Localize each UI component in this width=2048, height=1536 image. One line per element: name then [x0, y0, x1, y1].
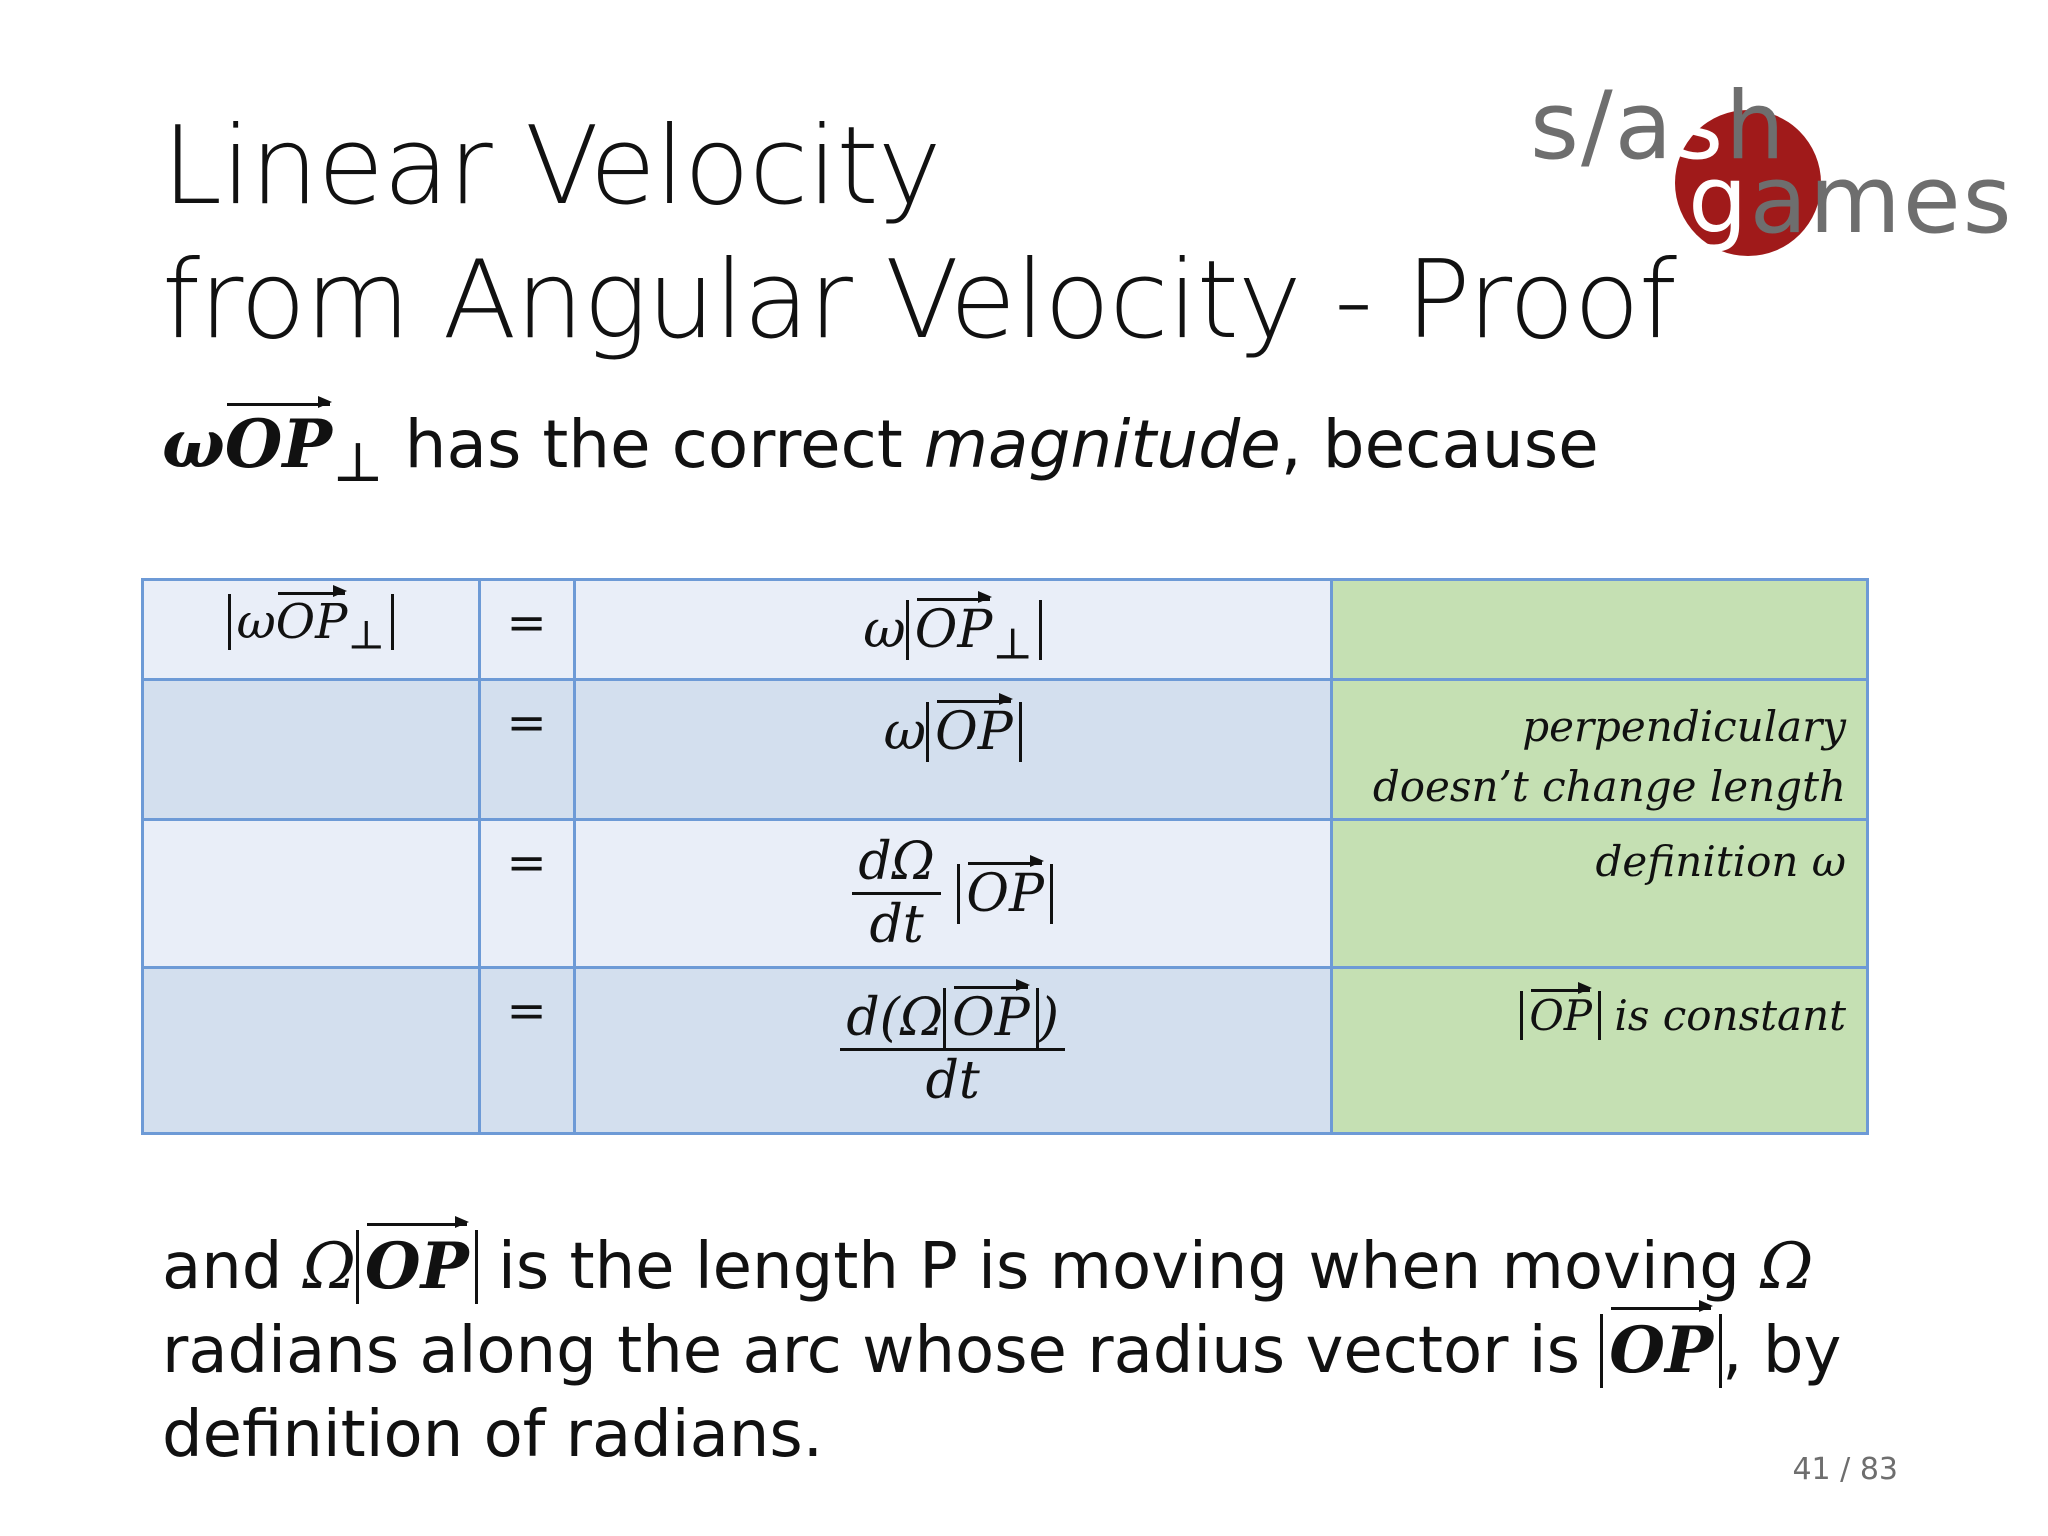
- note-cell: definition ω: [1331, 820, 1867, 968]
- subtitle: [162, 405, 1599, 494]
- subtitle-op-vector: OP: [224, 405, 332, 483]
- rhs-cell: $\frac{d\Omega}{dt}$ OP: [574, 820, 1331, 968]
- footer-line-3: definition of radians.: [162, 1398, 824, 1472]
- note-cell: [1331, 680, 1867, 820]
- rhs-cell: ω OP: [574, 680, 1331, 820]
- slide-title: [162, 100, 1676, 368]
- logo-top-text: s/ash: [1530, 72, 1787, 181]
- page-number: 41 / 83: [1792, 1452, 1898, 1487]
- lhs-cell: [143, 820, 480, 968]
- rhs-cell: [574, 968, 1331, 1134]
- logo-bottom-text: games: [1688, 146, 2014, 255]
- subtitle-text-2: , because: [1280, 406, 1599, 483]
- table-row: [143, 820, 1868, 968]
- subtitle-omega: ω: [162, 405, 225, 483]
- derivative-fraction: $\frac{\text{d(Ω OP )}}{dt}$: [840, 988, 1065, 1111]
- lhs-cell: ωOP$_\perp$: [143, 580, 480, 680]
- derivative-fraction: $\frac{d\Omega}{dt}$: [852, 832, 940, 955]
- title-line-1: Linear Velocity: [162, 104, 941, 229]
- table-row: [143, 680, 1868, 820]
- subtitle-emphasis: magnitude: [923, 406, 1281, 483]
- table-row: [143, 968, 1868, 1134]
- equals-cell: =: [479, 968, 574, 1134]
- note-cell: OP is constant: [1331, 968, 1867, 1134]
- note-cell: [1331, 580, 1867, 680]
- subtitle-perp: ⊥: [331, 430, 384, 495]
- subtitle-text-1: has the correct: [383, 406, 924, 483]
- lhs-cell: [143, 680, 480, 820]
- equals-cell: =: [479, 580, 574, 680]
- equals-cell: =: [479, 820, 574, 968]
- title-line-2: from Angular Velocity - Proof: [162, 238, 1676, 363]
- note-line-2: doesn’t change length: [1372, 762, 1846, 811]
- lhs-cell: [143, 968, 480, 1134]
- proof-table: [141, 578, 1869, 1135]
- note-line-1: perpendiculary: [1522, 702, 1846, 751]
- slash-games-logo: [1530, 72, 2040, 255]
- footer-text: [162, 1225, 1882, 1477]
- footer-line-2: radians along the arc whose radius vector is OP , by: [162, 1309, 1882, 1393]
- rhs-cell: ω $OP_\perp$: [574, 580, 1331, 680]
- equals-cell: =: [479, 680, 574, 820]
- table-row: [143, 580, 1868, 680]
- footer-line-1: and Ω OP is the length P is moving when moving Ω: [162, 1225, 1882, 1309]
